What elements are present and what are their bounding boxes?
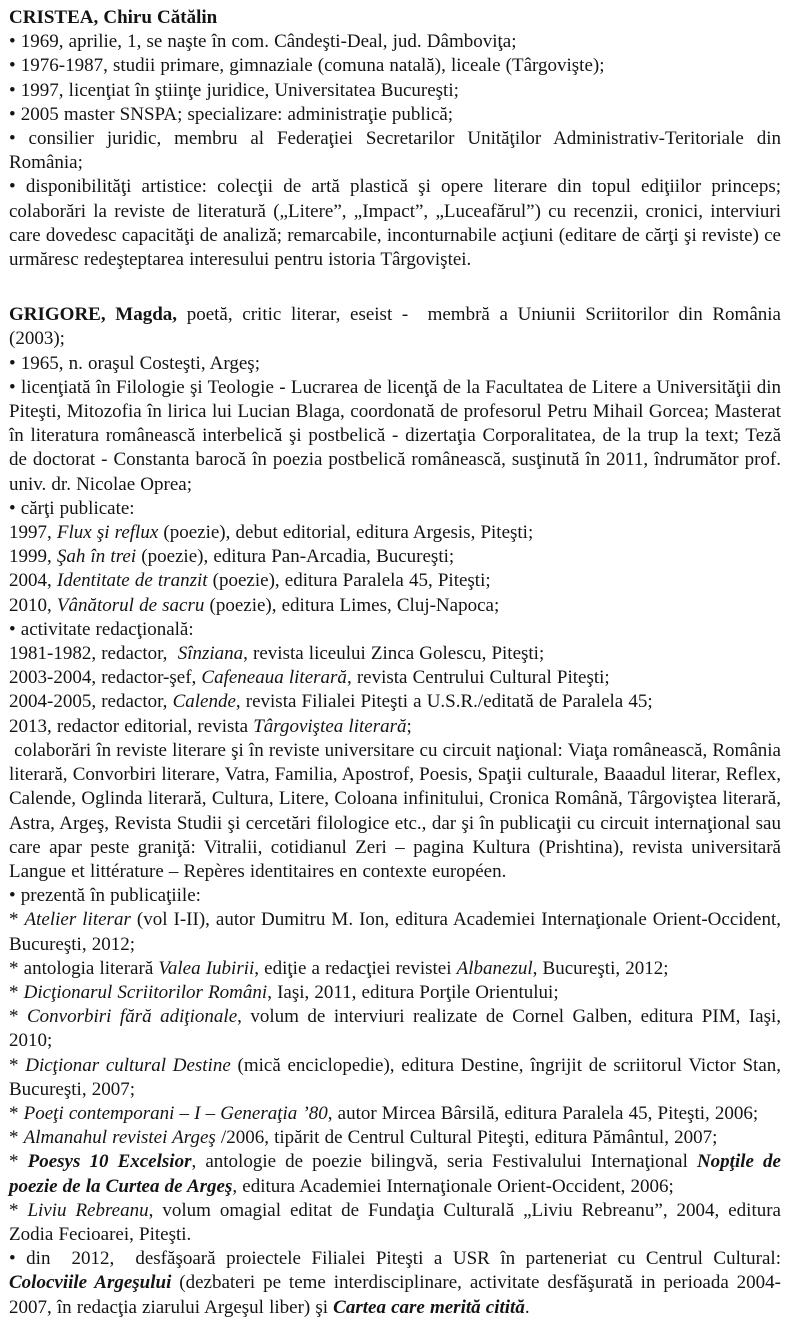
paragraph bbox=[9, 666, 781, 690]
body-text: * bbox=[9, 1151, 28, 1173]
body-text: (vol I-II), autor Dumitru M. Ion, editura Academiei Internaţionale Orient-Occident, Bucureşti, 2012; bbox=[9, 909, 787, 955]
work-title-text: Nopţile de poezie de la Curtea de Argeş bbox=[9, 1151, 787, 1197]
body-text: • licenţiată în Filologie şi Teologie - Lucrarea de licenţă de la Facultatea de Litere a Universităţii din Piteşti, Mitozofia în lirica lui Lucian Blaga, coordonată de profesorul Petru Mihail Gorcea; Masterat în literatura românească interbelică şi postbelică - dizertaţia Corporalitatea, de la trup la text; Teză de doctorat - Constanta barocă în poezia postbelică românească, susţinută în 2011, îndrumător prof. univ. dr. Nicolae Oprea; bbox=[9, 376, 787, 495]
paragraph bbox=[9, 1126, 781, 1150]
body-text: * bbox=[9, 1199, 28, 1221]
work-title-text: Poeţi contemporani – I – Generaţia ’80 bbox=[23, 1102, 328, 1124]
work-title-text: Albanezul bbox=[456, 957, 533, 979]
work-title-text: Flux şi reflux bbox=[56, 522, 159, 544]
body-text: . bbox=[524, 1296, 530, 1318]
work-title-text: Cartea care merită citită bbox=[333, 1296, 525, 1318]
body-text: 2003-2004, redactor-şef, bbox=[9, 667, 202, 689]
body-text: • 1969, aprilie, 1, se naşte în com. Cândeşti-Deal, jud. Dâmboviţa; bbox=[9, 31, 517, 53]
paragraph bbox=[9, 642, 781, 666]
paragraph bbox=[9, 884, 781, 908]
paragraph bbox=[9, 1247, 787, 1320]
work-title-text: Poesys 10 Excelsior bbox=[27, 1151, 192, 1173]
body-text: 2004, bbox=[9, 570, 57, 592]
entry-heading bbox=[9, 303, 787, 351]
work-title-text: Sînziana bbox=[177, 643, 244, 665]
work-title-text: Şah în trei bbox=[56, 546, 137, 568]
body-text: CRISTEA, Chiru Cătălin bbox=[9, 7, 218, 28]
body-text: 1999, bbox=[9, 546, 57, 568]
body-text: colaborări în reviste literare şi în reviste universitare cu circuit naţional: Viaţa românească, România literară, Convorbiri literare, Vatra, Familia, Apostrof, Poesis, Spaţii culturale, Baaadul literar, Reflex, Calende, Oglinda literară, Cultura, Litere, Coloana infinitului, Cronica Română, Târgoviştea literară, Astra, Argeş, Revista Studii şi cercetări filologice etc., dar şi în publicaţii cu circuit internaţional sau care apar peste graniţă: Vitralii, cotidianul Zeri – pagina Kultura (Prishtina), revista universitară Langue et littérature – Repères identitaires en contexte européen. bbox=[9, 739, 787, 882]
body-text: 1981-1982, redactor, bbox=[9, 643, 178, 665]
paragraph bbox=[9, 545, 781, 569]
work-title-text: Identitate de tranzit bbox=[56, 570, 208, 592]
paragraph bbox=[9, 1199, 787, 1247]
paragraph bbox=[9, 1102, 781, 1126]
body-text: • din 2012, desfăşoară proiectele Filialei Piteşti a USR în parteneriat cu Centrul Cultural: bbox=[9, 1248, 787, 1270]
paragraph bbox=[9, 54, 781, 78]
body-text: * bbox=[9, 1006, 27, 1028]
body-text: • disponibilităţi artistice: colecţii de artă plastică şi opere literare din topul ediţiilor princeps; colaborări la reviste de literatură („Litere”, „Impact”, „Luceafărul”) cu recenzii, cronici, interviuri care dovedesc capacităţi de analiză; remarcabile, inconturnabile acţiuni (editare de cărţi şi reviste) ce urmăresc redeşteptarea interesului pentru istoria Târgoviştei. bbox=[9, 176, 787, 271]
body-text: • 1997, licenţiat în ştiinţe juridice, Universitatea Bucureşti; bbox=[9, 79, 459, 101]
body-text: , volum de interviuri realizate de Cornel Galben, editura PIM, Iaşi, 2010; bbox=[9, 1006, 787, 1052]
body-text: , editura Academiei Internaţionale Orient-Occident, 2006; bbox=[232, 1175, 674, 1197]
entry-cristea-chiru-catalin bbox=[9, 6, 787, 272]
body-text: 2004-2005, redactor, bbox=[9, 691, 173, 713]
body-text: * bbox=[9, 981, 24, 1003]
body-text: ; bbox=[406, 715, 412, 737]
body-text: /2006, tipărit de Centrul Cultural Piteşti, editura Pământul, 2007; bbox=[215, 1127, 718, 1149]
body-text: poetă, critic literar, eseist - membră a Uniunii Scriitorilor din România (2003); bbox=[9, 304, 787, 350]
body-text: , revista liceului Zinca Golescu, Piteşti; bbox=[243, 643, 545, 665]
paragraph bbox=[9, 690, 781, 714]
work-title-text: Colocviile Argeşului bbox=[9, 1272, 172, 1294]
paragraph bbox=[9, 739, 787, 884]
body-text: * bbox=[9, 1054, 26, 1076]
work-title-text: Atelier literar bbox=[24, 909, 131, 931]
work-title-text: Calende bbox=[172, 691, 236, 713]
paragraph bbox=[9, 981, 781, 1005]
paragraph bbox=[9, 1150, 787, 1198]
work-title-text: Valea Iubirii bbox=[158, 957, 255, 979]
work-title-text: Convorbiri fără adiţionale bbox=[27, 1006, 238, 1028]
body-text: (poezie), editura Limes, Cluj-Napoca; bbox=[204, 594, 500, 616]
paragraph bbox=[9, 1005, 787, 1053]
paragraph bbox=[9, 715, 781, 739]
body-text: GRIGORE, Magda, bbox=[9, 304, 178, 326]
work-title-text: Liviu Rebreanu bbox=[27, 1199, 149, 1221]
paragraph bbox=[9, 957, 781, 981]
body-text: (dezbateri pe teme interdisciplinare, activitate desfăşurată in perioada 2004-2007, în redacţia ziarului Argeşul liber) şi bbox=[9, 1272, 781, 1318]
paragraph bbox=[9, 618, 781, 642]
body-text: , volum omagial editat de Fundaţia Culturală „Liviu Rebreanu”, 2004, editura Zodia Fecioarei, Piteşti. bbox=[9, 1199, 787, 1245]
work-title-text: Dicţionarul Scriitorilor Români bbox=[23, 981, 268, 1003]
paragraph bbox=[9, 569, 781, 593]
entry-heading bbox=[9, 6, 781, 30]
paragraph bbox=[9, 1054, 787, 1102]
body-text: (poezie), debut editorial, editura Argesis, Piteşti; bbox=[158, 522, 534, 544]
body-text: , antologie de poezie bilingvă, seria Festivalului Internaţional bbox=[191, 1151, 697, 1173]
work-title-text: Vânătorul de sacru bbox=[56, 594, 205, 616]
paragraph bbox=[9, 103, 781, 127]
body-text: , autor Mircea Bârsilă, editura Paralela 45, Piteşti, 2006; bbox=[327, 1102, 759, 1124]
body-text: • 2005 master SNSPA; specializare: administraţie publică; bbox=[9, 103, 454, 125]
paragraph bbox=[9, 79, 781, 103]
body-text: • cărţi publicate: bbox=[9, 497, 135, 519]
body-text: * bbox=[9, 909, 25, 931]
body-text: • 1965, n. oraşul Costeşti, Argeş; bbox=[9, 352, 260, 374]
body-text: • prezentă în publicaţiile: bbox=[9, 885, 201, 907]
body-text: * bbox=[9, 1127, 24, 1149]
work-title-text: Târgoviştea literară bbox=[253, 715, 407, 737]
paragraph bbox=[9, 376, 787, 497]
body-text: , revista Filialei Piteşti a U.S.R./editată de Paralela 45; bbox=[235, 691, 653, 713]
paragraph bbox=[9, 175, 787, 272]
body-text: 2010, bbox=[9, 594, 57, 616]
body-text: (poezie), editura Paralela 45, Piteşti; bbox=[207, 570, 491, 592]
paragraph bbox=[9, 521, 781, 545]
work-title-text: Almanahul revistei Argeş bbox=[23, 1127, 216, 1149]
work-title-text: Dicţionar cultural Destine bbox=[25, 1054, 231, 1076]
body-text: , Bucureşti, 2012; bbox=[532, 957, 669, 979]
body-text: , ediţie a redacţiei revistei bbox=[254, 957, 457, 979]
body-text: 2013, redactor editorial, revista bbox=[9, 715, 254, 737]
entry-grigore-magda bbox=[9, 303, 787, 1320]
body-text: 1997, bbox=[9, 522, 57, 544]
paragraph bbox=[9, 30, 781, 54]
body-text: * antologia literară bbox=[9, 957, 159, 979]
paragraph bbox=[9, 594, 781, 618]
paragraph bbox=[9, 352, 781, 376]
body-text: , revista Centrului Cultural Piteşti; bbox=[346, 667, 610, 689]
body-text: • 1976-1987, studii primare, gimnaziale (comuna natală), liceale (Târgovişte); bbox=[9, 55, 605, 77]
paragraph bbox=[9, 908, 787, 956]
document-body bbox=[9, 6, 787, 1320]
paragraph bbox=[9, 127, 787, 175]
work-title-text: Cafeneaua literară bbox=[201, 667, 347, 689]
body-text: • activitate redacţională: bbox=[9, 618, 194, 640]
body-text: * bbox=[9, 1102, 24, 1124]
body-text: (mică enciclopedie), editura Destine, îngrijit de scriitorul Victor Stan, Bucureşti, 2007; bbox=[9, 1054, 787, 1100]
body-text: (poezie), editura Pan-Arcadia, Bucureşti; bbox=[136, 546, 455, 568]
body-text: • consilier juridic, membru al Federaţiei Secretarilor Unităţilor Administrativ-Teritoriale din România; bbox=[9, 128, 787, 174]
paragraph bbox=[9, 497, 781, 521]
body-text: , Iaşi, 2011, editura Porţile Orientului; bbox=[267, 981, 559, 1003]
